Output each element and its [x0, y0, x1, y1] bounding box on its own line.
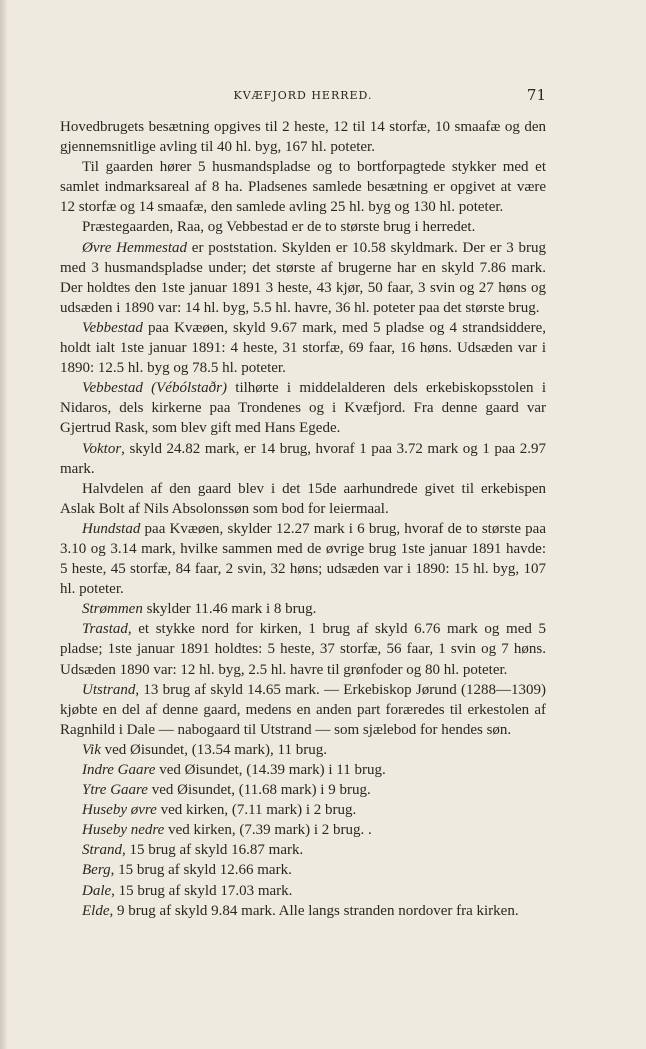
farm-name: Vik	[82, 741, 101, 758]
paragraph-trastad	[60, 619, 546, 679]
farm-name: Elde	[82, 902, 110, 919]
paragraph-text: , et stykke nord for kirken, 1 brug af skyld 6.76 mark og med 5 pladse; 1ste januar 1891 holdtes: 5 heste, 37 storfæ, 56 faar, 1 svin og 7 høns. Udsæden 1890 var: 12 hl. byg, 2.5 hl. havre til grønfoder og 80 hl. poteter.	[60, 621, 546, 678]
farm-name: Øvre Hemmestad	[82, 239, 188, 256]
paragraph-text: er poststation. Skylden er 10.58 skyldmark. Der er 3 brug med 3 husmandspladse under; det største af brugerne har en skyld 7.86 mark. Der holdtes den 1ste januar 1891 3 heste, 43 kjør, 50 faar, 3 svin og 27 høns og udsæden i 1890 var: 14 hl. byg, 5.5 hl. havre, 36 hl. poteter paa det største brug.	[60, 239, 546, 316]
paragraph-huseby-nedre	[60, 820, 546, 840]
paragraph-voktor	[60, 439, 546, 479]
paragraph-text: paa Kvæøen, skylder 12.27 mark i 6 brug, hvoraf de to største paa 3.10 og 3.14 mark, hvilke sammen med de øvrige brug 1ste januar 1891 havde: 5 heste, 45 storfæ, 84 faar, 2 svin, 32 høns; udsæden var i 1890: 15 hl. byg, 107 hl. poteter.	[60, 520, 546, 598]
farm-name: Dale	[82, 882, 112, 899]
farm-name: Ytre Gaare	[82, 782, 148, 799]
paragraph-strommen	[60, 599, 546, 619]
paragraph-text: , 15 brug af skyld 17.03 mark.	[111, 882, 293, 899]
farm-name: Voktor	[82, 440, 122, 457]
farm-name: Strømmen	[82, 601, 143, 618]
paragraph-vik	[60, 740, 546, 760]
running-title: KVÆFJORD HERRED.	[233, 89, 373, 102]
farm-name: Vebbestad	[82, 319, 143, 336]
paragraph-text: paa Kvæøen, skyld 9.67 mark, med 5 pladse og 4 strandsiddere, holdt ialt 1ste januar 1891: 4 heste, 31 storfæ, 69 faar, 16 høns. Udsæden var i 1890: 12.5 hl. byg og 78.5 hl. poteter.	[60, 319, 546, 377]
paragraph-text: , 15 brug af skyld 16.87 mark.	[122, 842, 304, 859]
farm-name: Utstrand	[82, 681, 136, 698]
paragraph-ytre-gaare	[60, 780, 546, 800]
paragraph-strand	[60, 840, 546, 860]
paragraph-ovre-hemmestad	[60, 238, 546, 318]
paragraph-text: Hovedbrugets besætning opgives til 2 heste, 12 til 14 storfæ, 10 smaafæ og den gjennemsnitlige avling til 40 hl. byg, 167 hl. poteter.	[60, 119, 546, 156]
paragraph-husmandspladse	[60, 157, 546, 217]
paragraph-text: Halvdelen af den gaard blev i det 15de aarhundrede givet til erkebispen Aslak Bolt af Nils Absolonssøn som bod for leiermaal.	[60, 480, 546, 517]
farm-name: Berg	[82, 862, 111, 879]
paragraph-halvdelen	[60, 479, 546, 519]
paragraph-text: ved Øisundet, (14.39 mark) i 11 brug.	[155, 762, 386, 778]
paragraph-text: tilhørte i middelalderen dels erkebiskopsstolen i Nidaros, dels kirkerne paa Trondenes og i Kvæfjord. Fra denne gaard var Gjertrud Rask, som blev gift med Hans Egede.	[60, 380, 546, 437]
paragraph-praestegaarden	[60, 217, 546, 237]
paragraph-text: Til gaarden hører 5 husmandspladse og to bortforpagtede stykker med et samlet indmarksareal af 8 ha. Pladsenes samlede besætning er opgivet at være 12 storfæ og 14 smaafæ, den samlede avling 25 hl. byg og 130 hl. poteter.	[60, 159, 546, 216]
paragraph-huseby-ovre	[60, 800, 546, 820]
paragraph-hundstad	[60, 519, 546, 599]
farm-name: Trastad	[82, 621, 128, 638]
paragraph-text: ved Øisundet, (11.68 mark) i 9 brug.	[147, 782, 371, 799]
farm-name: Huseby øvre	[82, 802, 157, 819]
paragraph-berg	[60, 860, 546, 880]
farm-name: Strand	[82, 842, 123, 859]
paragraph-text: , 13 brug af skyld 14.65 mark. — Erkebiskop Jørund (1288—1309) kjøbte en del af denne gaard, medens en anden part foræredes til erkestolen af Ragnhild i Dale — nabogaard til Utstrand — som sjælebod for hendes søn.	[60, 681, 546, 738]
paragraph-text: , 9 brug af skyld 9.84 mark. Alle langs stranden nordover fra kirken.	[109, 902, 519, 919]
paragraph-text: Præstegaarden, Raa, og Vebbestad er de to største brug i herredet.	[82, 219, 476, 236]
page-number: 71	[526, 86, 546, 104]
page-edge	[0, 0, 7, 1049]
paragraph-text: ved kirken, (7.39 mark) i 2 brug. .	[164, 822, 372, 839]
paragraph-text: , skyld 24.82 mark, er 14 brug, hvoraf 1 paa 3.72 mark og 1 paa 2.97 mark.	[60, 440, 546, 477]
paragraph-text: , 15 brug af skyld 12.66 mark.	[110, 862, 292, 879]
paragraph-text: ved Øisundet, (13.54 mark), 11 brug.	[100, 741, 327, 758]
paragraph-vebbestad	[60, 318, 546, 378]
paragraph-indre-gaare	[60, 760, 546, 780]
paragraph-elde	[60, 901, 546, 921]
running-header	[60, 86, 546, 106]
paragraph-utstrand	[60, 680, 546, 740]
farm-name: Huseby nedre	[82, 822, 165, 839]
farm-name: Vebbestad (Vébólstaðr)	[82, 380, 227, 397]
paragraph-dale	[60, 881, 546, 901]
paragraph-text: skylder 11.46 mark i 8 brug.	[142, 601, 317, 618]
paragraph-vebbestad-history	[60, 378, 546, 438]
farm-name: Indre Gaare	[82, 762, 156, 778]
farm-name: Hundstad	[82, 520, 141, 537]
paragraph-hovedbrug	[60, 117, 546, 157]
paragraph-text: ved kirken, (7.11 mark) i 2 brug.	[156, 802, 357, 819]
body-text	[60, 117, 546, 921]
